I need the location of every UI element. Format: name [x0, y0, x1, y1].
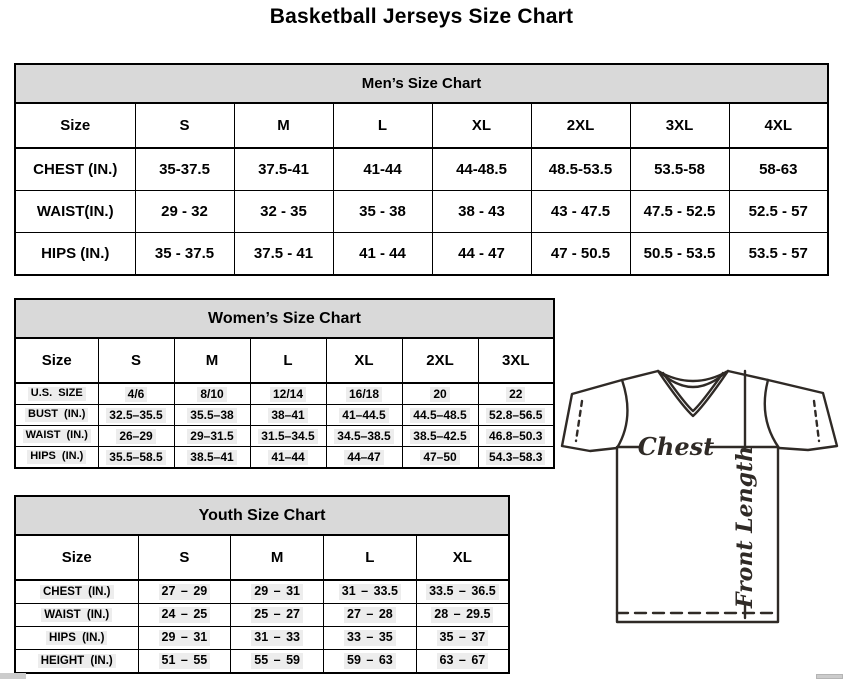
size-header-cell: L: [333, 103, 432, 148]
womens-size-table: [14, 298, 555, 469]
value-cell: 37.5-41: [234, 148, 333, 191]
size-header-cell: M: [174, 338, 250, 383]
highlighted-text: 44.5–48.5: [410, 408, 469, 423]
value-cell: [416, 580, 509, 604]
highlighted-text: HIPS (IN.): [27, 450, 86, 464]
value-cell: [324, 604, 417, 627]
value-cell: [138, 627, 231, 650]
value-cell: [231, 627, 324, 650]
value-cell: [138, 604, 231, 627]
table-title-row: [15, 496, 509, 535]
value-cell: 52.5 - 57: [729, 191, 828, 233]
value-cell: 41-44: [333, 148, 432, 191]
size-header-cell: XL: [432, 103, 531, 148]
highlighted-text: U.S. SIZE: [28, 387, 86, 401]
size-header-cell: S: [138, 535, 231, 580]
highlighted-text: 26–29: [116, 429, 155, 444]
table-row: [15, 604, 509, 627]
value-cell: [174, 447, 250, 469]
value-cell: 50.5 - 53.5: [630, 233, 729, 276]
table-row: [15, 383, 554, 405]
page-artifact-right: [816, 674, 843, 679]
highlighted-text: 16/18: [346, 387, 382, 402]
highlighted-text: 38.5–41: [187, 450, 236, 465]
row-label-cell: [15, 627, 138, 650]
highlighted-text: 24 – 25: [159, 607, 211, 623]
highlighted-text: 63 – 67: [437, 653, 489, 669]
row-label-cell: [15, 383, 98, 405]
value-cell: [324, 627, 417, 650]
highlighted-text: 20: [430, 387, 449, 402]
value-cell: [231, 604, 324, 627]
value-cell: 35 - 37.5: [135, 233, 234, 276]
jersey-measurement-diagram: [556, 366, 843, 628]
value-cell: 53.5-58: [630, 148, 729, 191]
row-label-cell: [15, 447, 98, 469]
row-label-cell: [15, 650, 138, 674]
size-header-cell: Size: [15, 535, 138, 580]
value-cell: 47.5 - 52.5: [630, 191, 729, 233]
highlighted-text: 51 – 55: [159, 653, 211, 669]
highlighted-text: 12/14: [270, 387, 306, 402]
size-header-cell: XL: [416, 535, 509, 580]
size-header-cell: 3XL: [630, 103, 729, 148]
value-cell: 43 - 47.5: [531, 191, 630, 233]
size-header-cell: 2XL: [402, 338, 478, 383]
highlighted-text: 33.5 – 36.5: [426, 584, 499, 600]
table-title-row: [15, 299, 554, 338]
section-title: Women’s Size Chart: [15, 299, 554, 338]
highlighted-text: 41–44: [268, 450, 307, 465]
row-label-cell: [15, 405, 98, 426]
highlighted-text: 44–47: [344, 450, 383, 465]
value-cell: [250, 383, 326, 405]
value-cell: [416, 604, 509, 627]
value-cell: [402, 405, 478, 426]
highlighted-text: 27 – 28: [344, 607, 396, 623]
highlighted-text: 31 – 33.5: [339, 584, 401, 600]
row-label-cell: HIPS (IN.): [15, 233, 135, 276]
jersey-outline-drawing: [556, 366, 843, 628]
value-cell: [138, 580, 231, 604]
table-row: [15, 426, 554, 447]
table-row: [15, 191, 828, 233]
size-header-cell: L: [250, 338, 326, 383]
size-header-cell: 2XL: [531, 103, 630, 148]
value-cell: [402, 447, 478, 469]
value-cell: [416, 650, 509, 674]
highlighted-text: 29–31.5: [187, 429, 236, 444]
table-row: [15, 627, 509, 650]
highlighted-text: 38–41: [268, 408, 307, 423]
size-header-cell: M: [231, 535, 324, 580]
value-cell: [326, 447, 402, 469]
highlighted-text: 29 – 31: [251, 584, 303, 600]
value-cell: [478, 405, 554, 426]
highlighted-text: 35.5–38: [187, 408, 236, 423]
highlighted-text: HIPS (IN.): [46, 631, 107, 645]
row-label-cell: [15, 604, 138, 627]
chest-label: Chest: [637, 432, 715, 461]
highlighted-text: 29 – 31: [159, 630, 211, 646]
highlighted-text: 47–50: [420, 450, 459, 465]
page-title: Basketball Jerseys Size Chart: [269, 5, 574, 28]
value-cell: 41 - 44: [333, 233, 432, 276]
value-cell: [402, 383, 478, 405]
highlighted-text: BUST (IN.): [25, 408, 88, 422]
size-header-cell: Size: [15, 103, 135, 148]
value-cell: [98, 447, 174, 469]
front-length-label: Front Length: [732, 445, 758, 609]
value-cell: 47 - 50.5: [531, 233, 630, 276]
table-row: [15, 405, 554, 426]
highlighted-text: 27 – 29: [159, 584, 211, 600]
value-cell: 58-63: [729, 148, 828, 191]
mens-size-table: [14, 63, 829, 276]
table-row: [15, 148, 828, 191]
value-cell: [478, 383, 554, 405]
size-header-row: [15, 535, 509, 580]
highlighted-text: 59 – 63: [344, 653, 396, 669]
value-cell: 35 - 38: [333, 191, 432, 233]
value-cell: 32 - 35: [234, 191, 333, 233]
highlighted-text: 35.5–58.5: [106, 450, 165, 465]
size-header-cell: Size: [15, 338, 98, 383]
size-header-cell: S: [135, 103, 234, 148]
value-cell: 35-37.5: [135, 148, 234, 191]
youth-size-table: [14, 495, 510, 674]
value-cell: 44-48.5: [432, 148, 531, 191]
row-label-cell: [15, 426, 98, 447]
highlighted-text: 4/6: [125, 387, 148, 402]
section-title: Men’s Size Chart: [15, 64, 828, 103]
table-row: [15, 580, 509, 604]
highlighted-text: 54.3–58.3: [486, 450, 545, 465]
value-cell: [324, 650, 417, 674]
table-row: [15, 447, 554, 469]
highlighted-text: 35 – 37: [437, 630, 489, 646]
value-cell: [326, 383, 402, 405]
highlighted-text: 28 – 29.5: [431, 607, 493, 623]
size-header-cell: 3XL: [478, 338, 554, 383]
highlighted-text: 25 – 27: [251, 607, 303, 623]
highlighted-text: WAIST (IN.): [23, 429, 91, 443]
size-header-row: [15, 103, 828, 148]
page-artifact-left: [0, 673, 26, 679]
highlighted-text: HEIGHT (IN.): [38, 654, 116, 668]
section-title: Youth Size Chart: [15, 496, 509, 535]
value-cell: 29 - 32: [135, 191, 234, 233]
highlighted-text: 31 – 33: [251, 630, 303, 646]
table-title-row: [15, 64, 828, 103]
highlighted-text: 33 – 35: [344, 630, 396, 646]
value-cell: [402, 426, 478, 447]
value-cell: [174, 383, 250, 405]
value-cell: [231, 650, 324, 674]
value-cell: [98, 405, 174, 426]
size-header-cell: M: [234, 103, 333, 148]
highlighted-text: 46.8–50.3: [486, 429, 545, 444]
highlighted-text: 55 – 59: [251, 653, 303, 669]
value-cell: [174, 426, 250, 447]
highlighted-text: 8/10: [197, 387, 226, 402]
value-cell: [138, 650, 231, 674]
table-row: [15, 233, 828, 276]
highlighted-text: 22: [506, 387, 525, 402]
size-header-cell: S: [98, 338, 174, 383]
value-cell: [174, 405, 250, 426]
value-cell: [324, 580, 417, 604]
row-label-cell: [15, 580, 138, 604]
highlighted-text: CHEST (IN.): [40, 585, 114, 599]
highlighted-text: 41–44.5: [339, 408, 388, 423]
row-label-cell: CHEST (IN.): [15, 148, 135, 191]
size-header-row: [15, 338, 554, 383]
value-cell: 48.5-53.5: [531, 148, 630, 191]
highlighted-text: 38.5–42.5: [410, 429, 469, 444]
table-row: [15, 650, 509, 674]
highlighted-text: 52.8–56.5: [486, 408, 545, 423]
size-header-cell: 4XL: [729, 103, 828, 148]
value-cell: [478, 447, 554, 469]
value-cell: [250, 405, 326, 426]
highlighted-text: 34.5–38.5: [334, 429, 393, 444]
value-cell: [98, 383, 174, 405]
value-cell: 44 - 47: [432, 233, 531, 276]
value-cell: [231, 580, 324, 604]
highlighted-text: 32.5–35.5: [106, 408, 165, 423]
value-cell: [478, 426, 554, 447]
highlighted-text: 31.5–34.5: [258, 429, 317, 444]
row-label-cell: WAIST(IN.): [15, 191, 135, 233]
size-header-cell: XL: [326, 338, 402, 383]
value-cell: [326, 426, 402, 447]
highlighted-text: WAIST (IN.): [41, 608, 112, 622]
value-cell: 53.5 - 57: [729, 233, 828, 276]
value-cell: [98, 426, 174, 447]
value-cell: [250, 426, 326, 447]
value-cell: [416, 627, 509, 650]
value-cell: [250, 447, 326, 469]
size-header-cell: L: [324, 535, 417, 580]
value-cell: 37.5 - 41: [234, 233, 333, 276]
value-cell: 38 - 43: [432, 191, 531, 233]
value-cell: [326, 405, 402, 426]
